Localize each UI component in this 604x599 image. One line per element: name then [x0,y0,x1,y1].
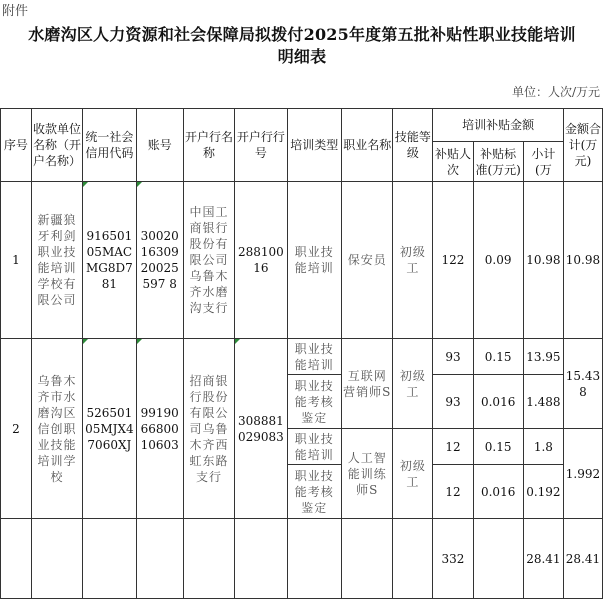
cell-standard: 0.15 [473,429,523,465]
cell-people: 12 [433,465,473,519]
cell-credit-code: 52650105MJX47060XJ [83,339,136,519]
cell-subtotal: 1.488 [523,375,563,429]
table-row [1,339,603,375]
cell-credit-code: 91650105MACMG8D781 [83,182,136,339]
table-row [1,182,603,339]
cell-total: 15.438 [563,339,602,429]
cell-level: 初级工 [393,339,433,429]
cell-bank-no: 308881029083 [235,339,287,519]
total-people: 332 [433,519,473,599]
header-seq: 序号 [1,109,32,182]
title-line-1: 水磨沟区人力资源和社会保障局拟拨付2025年度第五批补贴性职业技能培训 [28,25,576,44]
cell-account: 991906680010603 [136,339,183,519]
cell-bank-no: 28810016 [235,182,287,339]
table-header-row-1 [1,109,603,142]
cell-subtotal: 1.8 [523,429,563,465]
header-occupation: 职业名称 [342,109,393,182]
cell-training-type: 职业技能考核鉴定 [287,465,341,519]
attachment-label: 附件 [2,4,29,19]
cell-people: 122 [433,182,473,339]
title-line-2: 明细表 [277,47,327,66]
header-level: 技能等级 [393,109,433,182]
cell-standard: 0.09 [473,182,523,339]
cell-people: 93 [433,339,473,375]
cell-occupation: 互联网营销师S [342,339,393,429]
cell-occupation: 保安员 [342,182,393,339]
header-bank-no: 开户行行号 [235,109,287,182]
cell-subtotal: 0.192 [523,465,563,519]
grand-total: 28.41 [563,519,602,599]
header-credit-code: 统一社会信用代码 [83,109,136,182]
totals-row [1,519,603,599]
header-total: 金额合计(万元) [563,109,602,182]
cell-total: 1.992 [563,429,602,519]
cell-level: 初级工 [393,182,433,339]
cell-subtotal: 10.98 [523,182,563,339]
document-title [0,24,604,68]
header-training-type: 培训类型 [287,109,341,182]
header-standard: 补贴标准(万元) [473,142,523,182]
unit-label: 单位：人次/万元 [511,85,600,99]
cell-standard: 0.016 [473,465,523,519]
cell-standard: 0.016 [473,375,523,429]
cell-training-type: 职业技能培训 [287,182,341,339]
cell-people: 12 [433,429,473,465]
header-people: 补贴人次 [433,142,473,182]
cell-total: 10.98 [563,182,602,339]
cell-seq: 2 [1,339,32,519]
header-bank: 开户行名称 [183,109,234,182]
cell-subtotal: 13.95 [523,339,563,375]
cell-occupation: 人工智能训练师S [342,429,393,519]
cell-people: 93 [433,375,473,429]
cell-payee: 乌鲁木齐市水磨沟区信创职业技能培训学校 [31,339,82,519]
header-payee: 收款单位名称（开户名称） [31,109,82,182]
cell-training-type: 职业技能考核鉴定 [287,375,341,429]
cell-payee: 新疆狼牙利剑职业技能培训学校有限公司 [31,182,82,339]
cell-training-type: 职业技能培训 [287,429,341,465]
header-subsidy-group: 培训补贴金额 [433,109,563,142]
cell-account: 300201630920025597 8 [136,182,183,339]
header-account: 账号 [136,109,183,182]
cell-seq: 1 [1,182,32,339]
cell-bank: 中国工商银行股份有限公司乌鲁木齐水磨沟支行 [183,182,234,339]
cell-training-type: 职业技能培训 [287,339,341,375]
cell-standard: 0.15 [473,339,523,375]
total-subtotal: 28.41 [523,519,563,599]
header-subtotal: 小计(万 [523,142,563,182]
subsidy-detail-table [0,108,603,599]
cell-level: 初级工 [393,429,433,519]
cell-bank: 招商银行股份有限公司乌鲁木齐西虹东路支行 [183,339,234,519]
